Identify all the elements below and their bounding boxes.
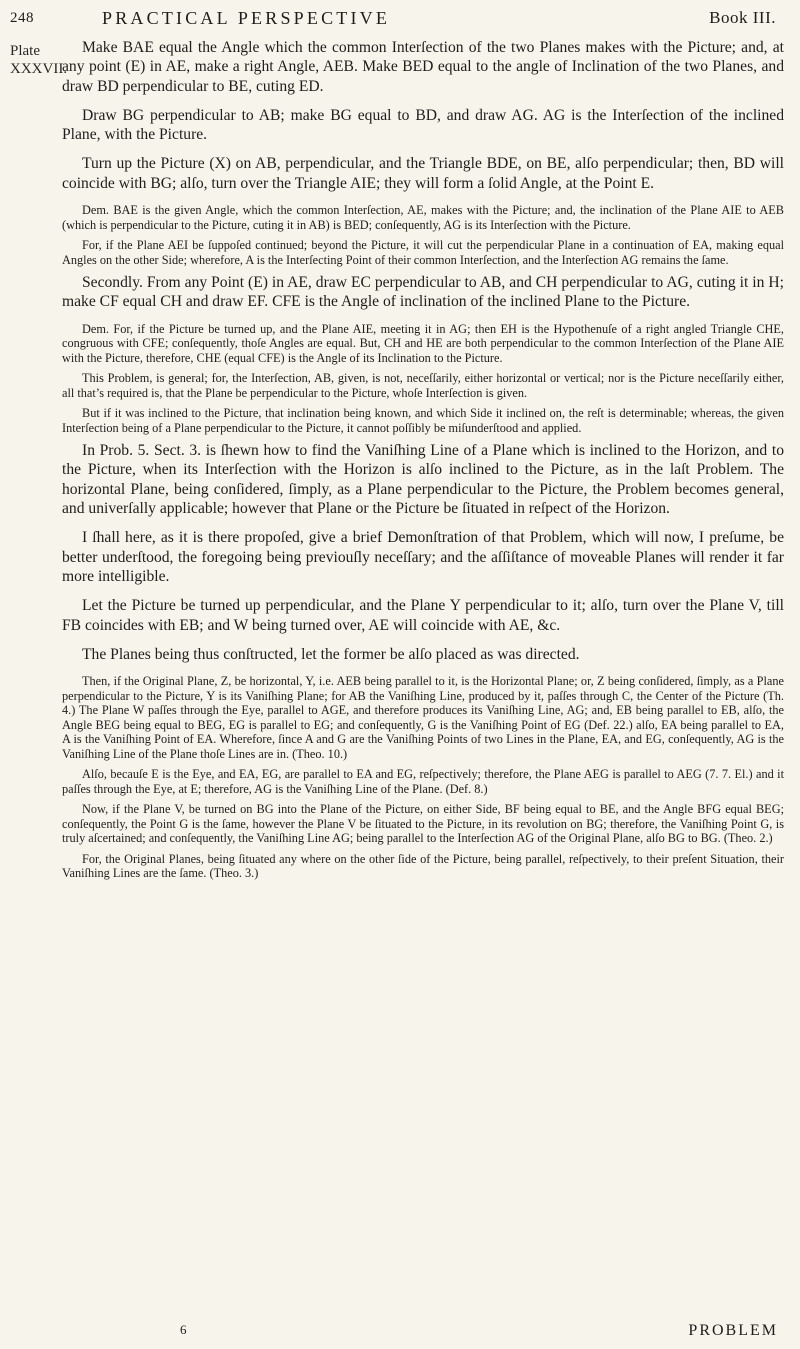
paragraph: Make BAE equal the Angle which the common Interſection of the two Planes makes with the Picture; and, at any point (E) in AE, make a right Angle, AEB. Make BED equal to the angle of Inclination of the two Planes, and draw BD perpendicular to BE, cuting ED. xyxy=(62,39,784,95)
demonstration-paragraph: But if it was inclined to the Picture, that inclination being known, and which Side it inclined on, the reſt is determinable; whereas, the given Interſection being of a Plane perpendicular to the Picture, it cannot poſſibly be miſunderſtood and applied. xyxy=(62,406,784,435)
paragraph: Turn up the Picture (X) on AB, perpendicular, and the Triangle BDE, on BE, alſo perpendicular; then, BD will coincide with BG; alſo, turn over the Triangle AIE; they will form a ſolid Angle, at the Point E. xyxy=(62,155,784,192)
paragraph: In Prob. 5. Sect. 3. is ſhewn how to find the Vaniſhing Line of a Plane which is inclined to the Horizon, and to the Picture, when its Interſection with the Horizon is alſo inclined to the Picture, as in the laſt Problem. The horizontal Plane, being conſidered, ſimply, as a Plane perpendicular to the Picture, the Problem becomes general, and univerſally applicable; however that Plane or the Picture be ſituated in reſpect of the Horizon. xyxy=(62,442,784,518)
plate-label: Plate xyxy=(10,43,40,59)
running-title: PRACTICAL PERSPECTIVE xyxy=(102,8,391,28)
demonstration-paragraph: Now, if the Plane V, be turned on BG into the Plane of the Picture, on either Side, BF being equal to BE, and the Angle BFG equal BEG; conſequently, the Point G is the ſame, however the Plane V be ſituated to the Picture, in its revolution on BG; therefore, the Vaniſhing Point G, is truly aſcertained; and conſequently, the Vaniſhing Line AG; being parallel to the Interſection AG of the Original Plane, alſo BG to BG. (Theo. 2.) xyxy=(62,802,784,846)
signature-mark: 6 xyxy=(180,1322,187,1337)
demonstration-paragraph: Dem. For, if the Picture be turned up, and the Plane AIE, meeting it in AG; then EH is the Hypothenuſe of a right angled Triangle CHE, congruous with CFE; conſequently, thoſe Angles are equal. But, CH and HE are both perpendicular to the common Interſection of the Plane AIE with the Picture, therefore, CHE (equal CFE) is the Angle of its Inclination to the Picture. xyxy=(62,321,784,365)
demonstration-paragraph: Then, if the Original Plane, Z, be horizontal, Y, i.e. AEB being parallel to it, is the Horizontal Plane; or, Z being conſidered, ſimply, as a Plane perpendicular to the Picture, Y is its Vaniſhing Plane; for AB the Vaniſhing Line, produced by it, paſſes through C, the Center of the Picture (Th. 4.) The Plane W paſſes through the Eye, parallel to AGE, and therefore produces its Vaniſhing Line, AG; and, EB being parallel to EB, alſo, the Angle BEG being equal to BEG, EG is parallel to EG; and conſequently, G is the Vaniſhing Point of EG (Def. 22.) alſo, EA being parallel to EA, A is the Vaniſhing Point of EA. Wherefore, ſince A and G are the Vaniſhing Points of two Lines in the Plane, EA, and EG, conſequently, AG is the Vaniſhing Line of the Plane thoſe Lines are in. (Theo. 10.) xyxy=(62,674,784,761)
paragraph: The Planes being thus conſtructed, let the former be alſo placed as was directed. xyxy=(82,645,580,663)
page-footer xyxy=(62,1322,784,1342)
demonstration-paragraph: For, if the Plane AEI be ſuppoſed continued; beyond the Picture, it will cut the perpendicular Plane in a continuation of EA, making equal Angles on the other Side; wherefore, A is the Interſecting Point of their common Interſection, and the Interſection AG remains the ſame. xyxy=(62,238,784,267)
paragraph: Draw BG perpendicular to AB; make BG equal to BD, and draw AG. AG is the Interſection of the inclined Plane, with the Picture. xyxy=(62,106,784,144)
body-text xyxy=(62,38,784,887)
plate-reference xyxy=(10,42,68,78)
demonstration-paragraph: Dem. BAE is the given Angle, which the common Interſection, AE, makes with the Picture; and, the inclination of the Plane AIE to AEB (which is perpendicular to the Picture, cuting it in AB) is BED; conſequently, AG is its Interſection with the Picture. xyxy=(62,203,784,232)
paragraph: Let the Picture be turned up perpendicular, and the Plane Y perpendicular to it; alſo, turn over the Plane V, till FB coincides with EB; and W being turned over, AE will coincide with AE, &c. xyxy=(62,597,784,634)
running-head xyxy=(10,6,776,32)
paragraph: Secondly. From any Point (E) in AE, draw EC perpendicular to AB, and CH perpendicular to AG, cuting it in H; make CF equal CH and draw EF. CFE is the Angle of inclination of the inclined Plane to the Picture. xyxy=(62,274,784,311)
demonstration-paragraph: This Problem, is general; for, the Interſection, AB, given, is not, neceſſarily, either horizontal or vertical; nor is the Picture neceſſarily either, all that’s required is, that the Plane be perpendicular to the Picture, whoſe Interſection is given. xyxy=(62,371,784,400)
catchword: PROBLEM xyxy=(688,1322,778,1339)
demonstration-paragraph: Alſo, becauſe E is the Eye, and EA, EG, are parallel to EA and EG, reſpectively; therefore, the Plane AEG is parallel to AEG (7. 7. El.) and it paſſes through the Eye, at E; therefore, AG is the Vaniſhing Line of the Plane. (Def. 8.) xyxy=(62,767,784,796)
book-label: Book III. xyxy=(709,8,776,27)
demonstration-paragraph: For, the Original Planes, being ſituated any where on the other ſide of the Picture, being parallel, reſpectively, to their preſent Situation, their Vaniſhing Lines are the ſame. (Theo. 3.) xyxy=(62,851,784,881)
paragraph: I ſhall here, as it is there propoſed, give a brief Demonſtration of that Problem, which will now, I preſume, be better underſtood, the foregoing being previouſly neceſſary; and the aſſiſtance of moveable Planes will render it far more intelligible. xyxy=(62,529,784,585)
plate-number: XXXVII. xyxy=(10,61,68,77)
page-number: 248 xyxy=(10,10,34,26)
